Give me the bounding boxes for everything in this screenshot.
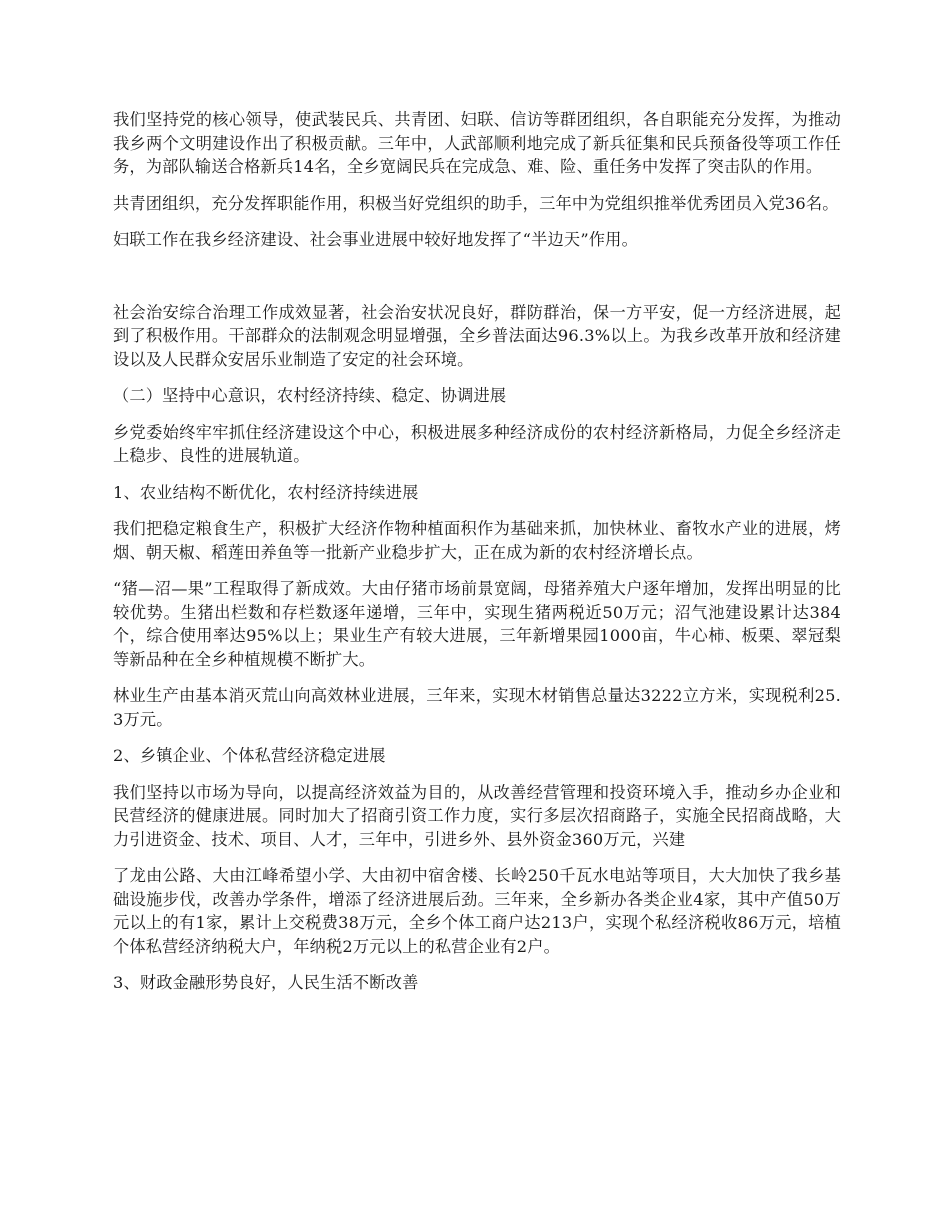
paragraph-public-security: 社会治安综合治理工作成效显著，社会治安状况良好，群防群治，保一方平安，促一方经济进展，起到了积极作用。干部群众的法制观念明显增强，全乡普法面达96.3%以上。为我乡改革开放和经济建设以及人民群众安居乐业制造了安定的社会环境。 [113, 302, 841, 369]
paragraph-market-investment: 我们坚持以市场为导向，以提高经济效益为目的，从改善经营管理和投资环境入手，推动乡办企业和民营经济的健康进展。同时加大了招商引资工作力度，实行多层次招商路子，实施全民招商战略，大力引进资金、技术、项目、人才，三年中，引进乡外、县外资金360万元，兴建 [113, 782, 841, 849]
paragraph-youth-league: 共青团组织，充分发挥职能作用，积极当好党组织的助手，三年中为党组织推举优秀团员入党36名。 [113, 193, 839, 213]
document-body [113, 108, 841, 1008]
subheading-agriculture: 1、农业结构不断优化，农村经济持续进展 [113, 482, 419, 502]
blank-line [113, 265, 841, 301]
paragraph-forestry: 林业生产由基本消灭荒山向高效林业进展，三年来，实现木材销售总量达3222立方米，实现税利25.3万元。 [113, 686, 841, 729]
paragraph-mass-organizations: 我们坚持党的核心领导，使武装民兵、共青团、妇联、信访等群团组织，各自职能充分发挥，为推动我乡两个文明建设作出了积极贡献。三年中，人武部顺利地完成了新兵征集和民兵预备役等项工作任务，为部队输送合格新兵14名，全乡宽阔民兵在完成急、难、险、重任务中发挥了突击队的作用。 [113, 110, 841, 176]
subheading-enterprises: 2、乡镇企业、个体私营经济稳定进展 [113, 746, 386, 765]
subheading-finance: 3、财政金融形势良好，人民生活不断改善 [113, 973, 419, 992]
paragraph-womens-federation: 妇联工作在我乡经济建设、社会事业进展中较好地发挥了“半边天”作用。 [113, 230, 638, 249]
section-heading-economy: （二）坚持中心意识，农村经济持续、稳定、协调进展 [113, 386, 507, 405]
paragraph-infrastructure: 了龙由公路、大由江峰希望小学、大由初中宿舍楼、长岭250千瓦水电站等项目，大大加快了我乡基础设施步伐，改善办学条件，增添了经济进展后劲。三年来，全乡新办各类企业4家，其中产值50万元以上的有1家，累计上交税费38万元，全乡个体工商户达213户，实现个私经济税收86万元，培植个体私营经济纳税大户，年纳税2万元以上的私营企业有2户。 [113, 866, 841, 956]
paragraph-economic-center: 乡党委始终牢牢抓住经济建设这个中心，积极进展多种经济成份的农村经济新格局，力促全乡经济走上稳步、良性的进展轨道。 [113, 422, 841, 465]
paragraph-grain-production: 我们把稳定粮食生产，积极扩大经济作物种植面积作为基础来抓，加快林业、畜牧水产业的进展，烤烟、朝天椒、稻莲田养鱼等一批新产业稳步扩大，正在成为新的农村经济增长点。 [113, 519, 841, 562]
paragraph-pig-biogas-fruit: “猪—沼—果”工程取得了新成效。大由仔猪市场前景宽阔，母猪养殖大户逐年增加，发挥出明显的比较优势。生猪出栏数和存栏数逐年递增，三年中，实现生猪两税近50万元；沼气池建设累计达384个，综合使用率达95%以上；果业生产有较大进展，三年新增果园1000亩，牛心柿、板栗、翠冠梨等新品种在全乡种植规模不断扩大。 [113, 579, 841, 669]
